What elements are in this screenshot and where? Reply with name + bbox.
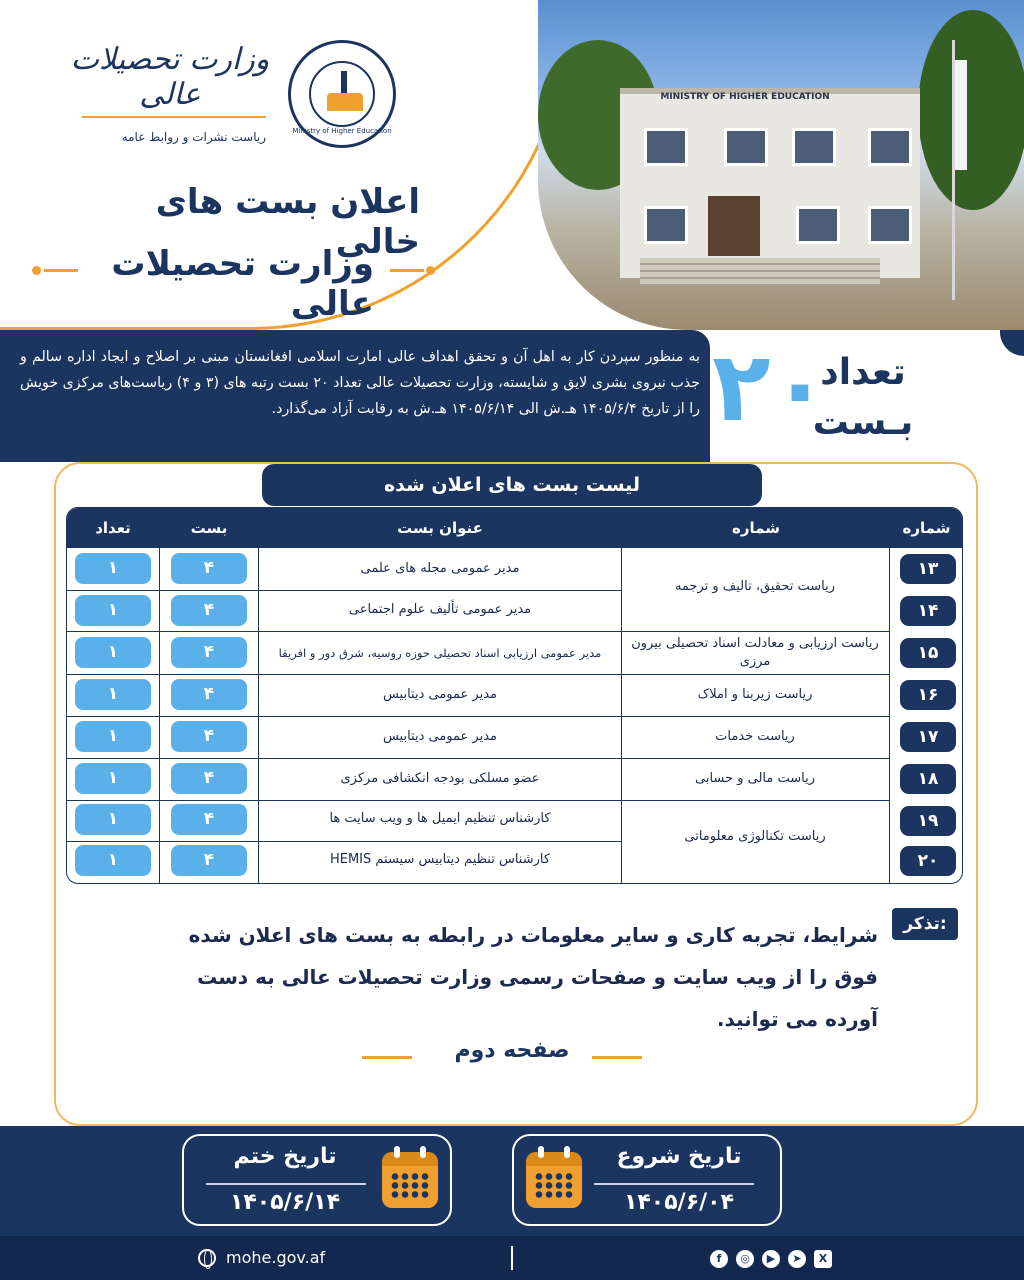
page-label-dash-left bbox=[362, 1056, 412, 1059]
window bbox=[792, 128, 836, 166]
grade-badge: ۴ bbox=[171, 553, 247, 584]
website-link[interactable]: mohe.gov.af bbox=[226, 1248, 326, 1267]
intro-box bbox=[0, 330, 710, 462]
post-title: مدیر عمومی دیتابیس bbox=[382, 729, 498, 744]
logo-subtitle: ریاست نشرات و روابط عامه bbox=[121, 130, 266, 144]
post-title: مدیر عمومی ارزیابی اسناد تحصیلی حوزه روسیه، شرق دور و افریقا bbox=[278, 646, 602, 660]
header-num: شماره bbox=[902, 519, 951, 537]
count-badge: ۱ bbox=[75, 679, 151, 710]
post-title: عضو مسلکی بودجه انکشافی مرکزی bbox=[340, 771, 540, 786]
ministry-logo-text: وزارت تحصیلات عالی bbox=[70, 42, 270, 112]
department-cell: ریاست زیربنا و املاک bbox=[697, 687, 813, 702]
department-cell: ریاست تکنالوژی معلوماتی bbox=[684, 829, 826, 844]
vacancy-count-number: ۲۰ bbox=[712, 331, 830, 443]
grade-badge: ۴ bbox=[171, 804, 247, 835]
post-title: کارشناس تنظیم دیتابیس سیستم HEMIS bbox=[329, 852, 551, 867]
building bbox=[620, 88, 920, 278]
facebook-icon[interactable]: f bbox=[710, 1250, 728, 1268]
row-number: ۲۰ bbox=[900, 846, 956, 876]
row-number: ۱۳ bbox=[900, 554, 956, 584]
window bbox=[644, 128, 688, 166]
x-icon[interactable]: X bbox=[814, 1250, 832, 1268]
globe-icon bbox=[198, 1249, 216, 1267]
post-title: مدیر عمومی تألیف علوم اجتماعی bbox=[348, 602, 532, 617]
header-count: تعداد bbox=[95, 519, 131, 537]
department-cell: ریاست ارزیابی و معادلت اسناد تحصیلی بیرون مرزی bbox=[631, 636, 879, 669]
count-badge: ۱ bbox=[75, 637, 151, 668]
header-title: عنوان بست bbox=[397, 519, 483, 537]
footer-divider bbox=[511, 1246, 513, 1270]
calendar-icon bbox=[526, 1152, 582, 1208]
note-tag: تذکر: bbox=[892, 908, 958, 940]
window bbox=[868, 128, 912, 166]
title-dash-right bbox=[390, 269, 424, 272]
window bbox=[868, 206, 912, 244]
window bbox=[796, 206, 840, 244]
department-cell: ریاست تحقیق، تالیف و ترجمه bbox=[674, 579, 836, 594]
row-number: ۱۸ bbox=[900, 764, 956, 794]
start-date-value: ۱۴۰۵/۶/۰۴ bbox=[623, 1190, 735, 1215]
grade-badge: ۴ bbox=[171, 679, 247, 710]
department-cell: ریاست مالی و حسابی bbox=[695, 771, 815, 786]
instagram-icon[interactable]: ◎ bbox=[736, 1250, 754, 1268]
grade-badge: ۴ bbox=[171, 721, 247, 752]
vacancy-table bbox=[66, 507, 963, 884]
grade-badge: ۴ bbox=[171, 845, 247, 876]
post-title: مدیر عمومی مجله های علمی bbox=[360, 561, 520, 576]
title-dot-left bbox=[32, 266, 41, 275]
window bbox=[724, 128, 768, 166]
grade-badge: ۴ bbox=[171, 595, 247, 626]
row-number: ۱۴ bbox=[900, 596, 956, 626]
emblem-caption: Ministry of Higher Education bbox=[292, 127, 392, 135]
row-number: ۱۵ bbox=[900, 638, 956, 668]
post-title: مدیر عمومی دیتابیس bbox=[382, 687, 498, 702]
end-date-value: ۱۴۰۵/۶/۱۴ bbox=[229, 1190, 341, 1215]
count-badge: ۱ bbox=[75, 721, 151, 752]
page-label: صفحه دوم bbox=[454, 1038, 570, 1063]
grade-badge: ۴ bbox=[171, 637, 247, 668]
building-door bbox=[708, 196, 760, 256]
page-label-dash-right bbox=[592, 1056, 642, 1059]
logo-divider bbox=[82, 116, 266, 118]
torch-icon bbox=[341, 71, 347, 95]
header-department: شماره bbox=[732, 519, 780, 537]
title-dot-right bbox=[426, 266, 435, 275]
list-title: لیست بست های اعلان شده bbox=[262, 464, 762, 506]
header bbox=[0, 0, 1024, 330]
flag bbox=[955, 60, 967, 170]
intro-text: به منظور سپردن کار به اهل آن و تحقق اهداف عالی امارت اسلامی افغانستان مبنی بر اصلاح و ایجاد اداره سالم و جذب نیروی بشری لایق و شایسته، وزارت تحصیلات عالی تعداد ۲۰ بست رتبه های (۳ و ۴) ریاست‌های مرکزی خویش را از تاریخ ۱۴۰۵/۶/۴ هـ.ش الی ۱۴۰۵/۶/۱۴ هـ.ش به رقابت آزاد می‌گذارد. bbox=[20, 349, 700, 417]
ministry-emblem-icon bbox=[288, 40, 396, 148]
table-header bbox=[67, 508, 962, 548]
count-badge: ۱ bbox=[75, 804, 151, 835]
count-badge: ۱ bbox=[75, 553, 151, 584]
title-dash-left bbox=[44, 269, 78, 272]
count-badge: ۱ bbox=[75, 595, 151, 626]
count-badge: ۱ bbox=[75, 763, 151, 794]
note-text: شرایط، تجربه کاری و سایر معلومات در رابطه به بست های اعلان شده فوق را از ویب سایت و صفحات رسمی وزارت تحصیلات عالی به دست آورده می توانید. bbox=[188, 923, 878, 1031]
end-date-title: تاریخ ختم bbox=[233, 1144, 337, 1169]
department-cell: ریاست خدمات bbox=[715, 729, 795, 744]
post-title: کارشناس تنظیم ایمیل ها و ویب سایت ها bbox=[329, 811, 551, 826]
row-number: ۱۷ bbox=[900, 722, 956, 752]
telegram-icon[interactable]: ➤ bbox=[788, 1250, 806, 1268]
window bbox=[644, 206, 688, 244]
youtube-icon[interactable]: ▶ bbox=[762, 1250, 780, 1268]
page-title-line1: اعلان بست های خالی bbox=[155, 182, 420, 262]
book-icon bbox=[327, 93, 363, 111]
vacancy-count-label-2: بـست bbox=[812, 402, 914, 443]
start-date-title: تاریخ شروع bbox=[616, 1144, 742, 1169]
building-steps bbox=[640, 258, 880, 286]
building-sign: MINISTRY OF HIGHER EDUCATION bbox=[660, 92, 830, 102]
row-number: ۱۹ bbox=[900, 806, 956, 836]
calendar-icon bbox=[382, 1152, 438, 1208]
row-number: ۱۶ bbox=[900, 680, 956, 710]
grade-badge: ۴ bbox=[171, 763, 247, 794]
vacancy-count-label: تعداد bbox=[820, 352, 906, 393]
page-title-line2: وزارت تحصیلات عالی bbox=[111, 244, 374, 324]
header-grade: بست bbox=[190, 519, 228, 537]
count-badge: ۱ bbox=[75, 845, 151, 876]
tree bbox=[918, 10, 1024, 210]
